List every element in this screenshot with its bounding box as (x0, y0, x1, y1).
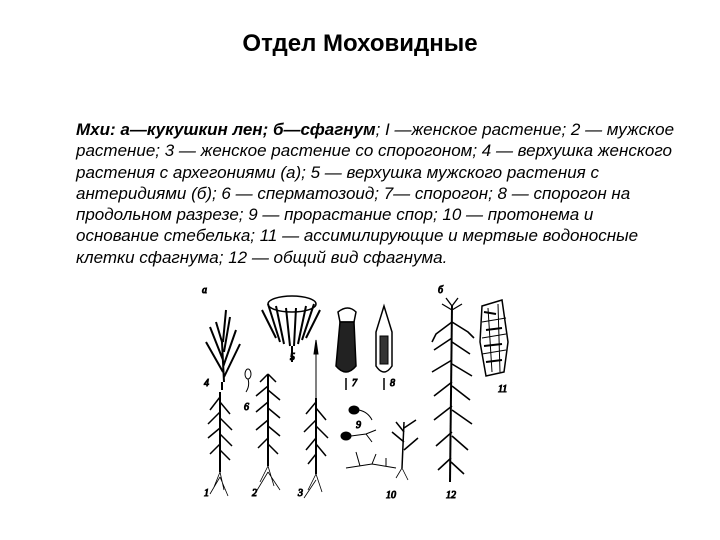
label-11: 11 (498, 384, 508, 395)
label-3: 3 (298, 488, 303, 499)
label-9: 9 (356, 420, 361, 431)
moss-drawing (196, 282, 526, 514)
label-10: 10 (386, 490, 396, 501)
figure-1-female-plant (208, 392, 232, 496)
label-1: 1 (204, 488, 209, 499)
label-5: 5 (290, 352, 295, 363)
caption-bold: Мхи: а—кукушкин лен; б—сфагнум (76, 120, 376, 139)
slide-title: Отдел Моховидные (242, 30, 478, 57)
figure-3-plant-with-sporogon (304, 340, 328, 498)
label-8: 8 (390, 378, 395, 389)
label-7: 7 (352, 378, 357, 389)
label-4: 4 (204, 378, 209, 389)
moss-illustration (196, 282, 526, 514)
label-6: 6 (244, 402, 249, 413)
label-b: б (438, 285, 444, 296)
caption-text: ; I —женское растение; 2 — мужское растение; 3 — женское растение со спорогоном; 4 — верхушка женского растения с архегониями (а); 5 — верхушка мужского растения с антеридиями (б); 6 — сперматозоид; 7— спорогон; 8 — спорогон на продольном разрезе; 9 — прорастание спор; 10 — протонема и основание стебелька; 11 — ассимилирующие и мертвые водоносные клетки сфагнума; 12 — общий вид сфагнума. (76, 120, 675, 267)
figure-4-female-tip (206, 310, 240, 390)
label-a: а (202, 285, 207, 296)
label-2: 2 (252, 488, 257, 499)
figure-6-spermatozoid (245, 369, 251, 392)
figure-11-sphagnum-cells (480, 300, 508, 376)
figure-caption (76, 119, 676, 268)
figure-2-male-plant (256, 374, 280, 492)
label-12: 12 (446, 490, 456, 501)
figure-12-sphagnum-plant (432, 298, 474, 482)
